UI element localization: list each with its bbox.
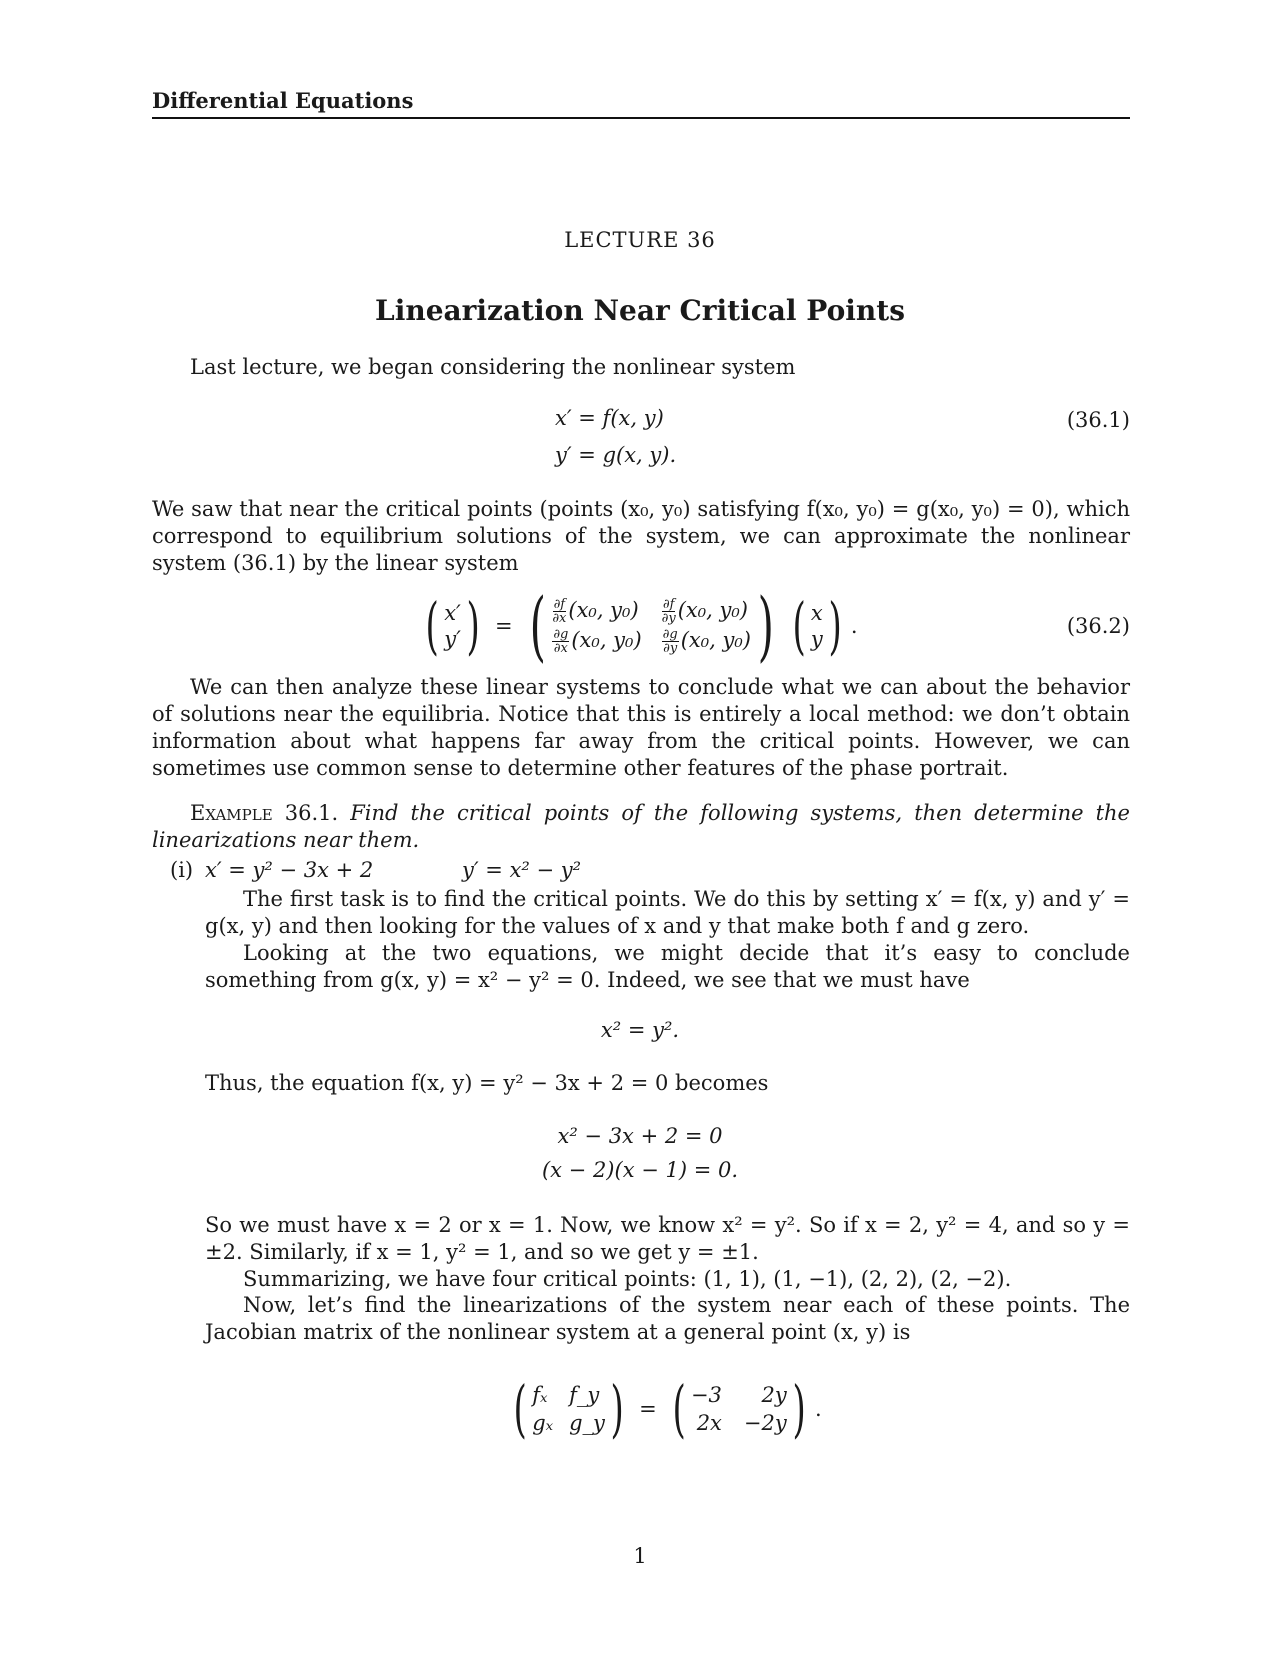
equation-factored: (x − 2)(x − 1) = 0.	[541, 1158, 739, 1182]
example-label: Example 36.1.	[190, 801, 339, 825]
part-i-paragraph-1: The first task is to find the critical points. We do this by setting x′ = f(x, y) and y′ = g(x, y) and then looking for the values of x and y that make both f and g zero.	[205, 887, 1130, 938]
intro-paragraph: Last lecture, we began considering the nonlinear system	[190, 355, 796, 379]
running-header: Differential Equations	[152, 88, 1130, 119]
lhs-bottom: y′	[444, 627, 461, 651]
rhs-top: x	[810, 601, 823, 625]
jac-gx: gₓ	[532, 1411, 554, 1435]
eq-36-1-line2: y′ = g(x, y).	[555, 443, 677, 467]
jac-r22: −2y	[743, 1411, 787, 1435]
jac-gy: g_y	[569, 1411, 605, 1435]
example-statement	[152, 800, 1130, 854]
equation-x2-eq-y2: x² = y².	[600, 1018, 680, 1042]
jacobian-symbolic: ( fₓ f_y gₓ g_y )	[513, 1372, 624, 1445]
eq-36-2: ( x′ y′ ) = ( $\frac{\partial f}{\partial x}$ (x₀, y₀) $\frac{\partial f}{\partial y}$ (x₀, y₀) $\frac{\partial g}{\partial x}$ (x₀, y₀) $\frac{\partial g}{\partial y}$ (x₀, y₀) ) ( x y ) .	[420, 588, 858, 664]
part-i-eq-y: y′ = x² − y²	[462, 858, 582, 882]
paragraph-analysis: We can then analyze these linear systems to conclude what we can about the behavior of solutions near the equilibria. Notice that this is entirely a local method: we don’t obtain information about what happens far away from the critical points. However, we can sometimes use common sense to determine other features of the phase portrait.	[152, 675, 1130, 780]
eq-36-1-line1: x′ = f(x, y)	[555, 406, 664, 430]
paragraph-critical-points: We saw that near the critical points (points (x₀, y₀) satisfying f(x₀, y₀) = g(x₀, y₀) = 0), which correspond to equilibrium solutions of the system, we can approximate the nonlinear system (36.1) by the linear system	[152, 497, 1130, 575]
jacobian-equation: ( fₓ f_y gₓ g_y ) = ( −3 2y 2x −2y ) .	[508, 1374, 822, 1444]
part-i-paragraph-3: Thus, the equation f(x, y) = y² − 3x + 2 = 0 becomes	[205, 1071, 769, 1095]
part-i-label: (i)	[170, 858, 194, 882]
jac-fx: fₓ	[532, 1383, 548, 1407]
entry-11: $\frac{\partial f}{\partial x}$ (x₀, y₀)	[552, 597, 639, 626]
entry-22: $\frac{\partial g}{\partial y}$ (x₀, y₀)	[662, 627, 751, 656]
jac-r12: 2y	[761, 1383, 787, 1407]
part-i-paragraph-4: So we must have x = 2 or x = 1. Now, we know x² = y². So if x = 2, y² = 4, and so y = ±2. Similarly, if x = 1, y² = 1, and so we get y = ±1.	[205, 1213, 1130, 1264]
page-number: 1	[633, 1544, 647, 1568]
lhs-top: x′	[444, 601, 461, 625]
lecture-number: LECTURE 36	[564, 228, 716, 252]
jac-r11: −3	[690, 1383, 722, 1407]
eq-36-2-number: (36.2)	[1066, 614, 1130, 638]
eq-36-1-number: (36.1)	[1066, 408, 1130, 432]
lecture-title: Linearization Near Critical Points	[375, 294, 905, 327]
equation-quadratic: x² − 3x + 2 = 0	[557, 1124, 723, 1148]
rhs-vector: ( x y )	[792, 589, 842, 662]
part-i-summary: Summarizing, we have four critical points: (1, 1), (1, −1), (2, 2), (2, −2).	[243, 1267, 1012, 1291]
jac-fy: f_y	[569, 1383, 600, 1407]
jacobian-values: ( −3 2y 2x −2y )	[672, 1372, 806, 1445]
example-text: Find the critical points of the following systems, then determine the linearizations near them.	[152, 801, 1130, 852]
entry-12: $\frac{\partial f}{\partial y}$ (x₀, y₀)	[661, 597, 748, 626]
jac-r21: 2x	[696, 1411, 722, 1435]
part-i-eq-x: x′ = y² − 3x + 2	[205, 858, 374, 882]
lhs-vector: ( x′ y′ )	[425, 589, 480, 662]
rhs-bottom: y	[810, 627, 823, 651]
jacobian-matrix: ( $\frac{\partial f}{\partial x}$ (x₀, y₀) $\frac{\partial f}{\partial y}$ (x₀, y₀) $\frac{\partial g}{\partial x}$ (x₀, y₀) $\frac{\partial g}{\partial y}$ (x₀, y₀) )	[529, 581, 774, 670]
part-i-paragraph-2: Looking at the two equations, we might decide that it’s easy to conclude something from g(x, y) = x² − y² = 0. Indeed, we see that we must have	[205, 941, 1130, 992]
part-i-paragraph-6: Now, let’s find the linearizations of the system near each of these points. The Jacobian matrix of the nonlinear system at a general point (x, y) is	[205, 1293, 1130, 1344]
entry-21: $\frac{\partial g}{\partial x}$ (x₀, y₀)	[553, 627, 642, 656]
